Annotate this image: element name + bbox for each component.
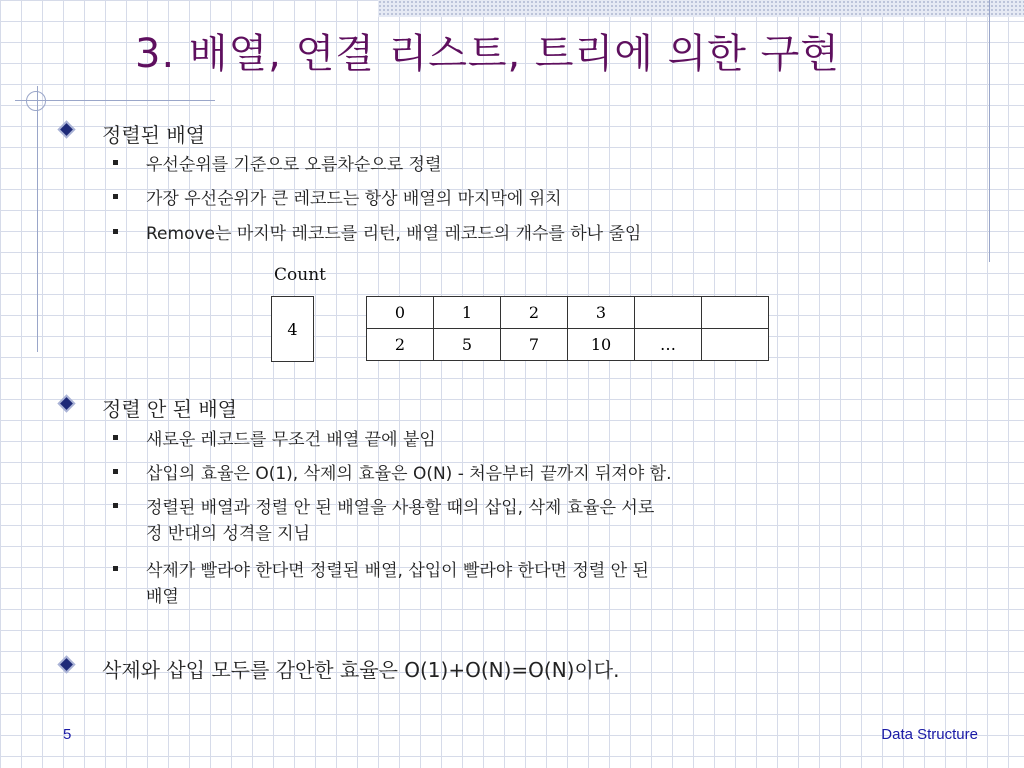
- square-bullet-icon: [113, 435, 118, 440]
- value-cell: …: [635, 329, 702, 361]
- page-number: 5: [63, 726, 72, 743]
- value-cell: 7: [501, 329, 568, 361]
- count-box: [271, 296, 314, 362]
- square-bullet-icon: [113, 469, 118, 474]
- summary-text: 삭제와 삽입 모두를 감안한 효율은 O(1)+O(N)=O(N)이다.: [102, 658, 620, 682]
- value-cell: 10: [568, 329, 635, 361]
- index-row: [367, 297, 769, 329]
- index-cell: [635, 297, 702, 329]
- right-decor-line: [989, 0, 990, 262]
- value-row: [367, 329, 769, 361]
- square-bullet-icon: [113, 194, 118, 199]
- square-bullet-icon: [113, 229, 118, 234]
- index-cell: [702, 297, 769, 329]
- diamond-bullet-icon: [60, 397, 73, 410]
- corner-ring-decor: [26, 91, 46, 111]
- index-cell: 2: [501, 297, 568, 329]
- left-decor-line: [37, 86, 38, 352]
- value-cell: 2: [367, 329, 434, 361]
- index-cell: 0: [367, 297, 434, 329]
- index-cell: 1: [434, 297, 501, 329]
- value-cell: [702, 329, 769, 361]
- square-bullet-icon: [113, 566, 118, 571]
- diamond-bullet-icon: [60, 658, 73, 671]
- value-cell: 5: [434, 329, 501, 361]
- count-value: 4: [287, 319, 298, 339]
- top-decorative-band: [378, 0, 1024, 17]
- square-bullet-icon: [113, 160, 118, 165]
- count-label: Count: [274, 265, 326, 285]
- array-diagram: [366, 296, 769, 361]
- footer-label: Data Structure: [881, 726, 978, 743]
- unsorted-array-heading: 정렬 안 된 배열: [102, 397, 237, 421]
- index-cell: 3: [568, 297, 635, 329]
- sorted-array-heading: 정렬된 배열: [102, 123, 205, 147]
- slide-title: 3. 배열, 연결 리스트, 트리에 의한 구현: [135, 31, 840, 77]
- square-bullet-icon: [113, 503, 118, 508]
- diamond-bullet-icon: [60, 123, 73, 136]
